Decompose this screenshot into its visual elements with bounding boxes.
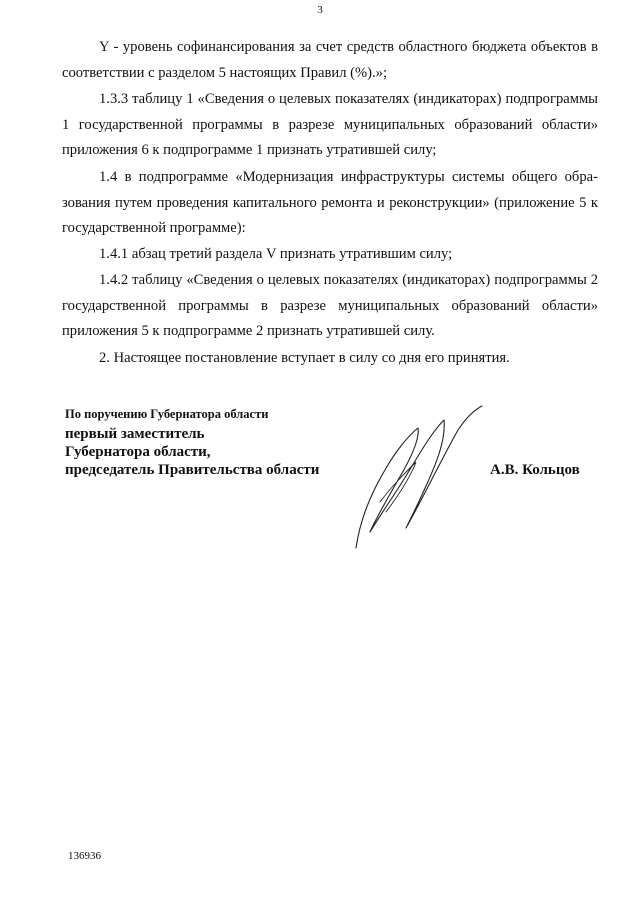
page-number: 3 (317, 4, 323, 16)
paragraph-1-3-3: 1.3.3 таблицу 1 «Сведения о целевых показателях (индикаторах) подпрограммы 1 государственной программы в разрезе муниципальных образований области» приложения 6 к подпрограмме 1 признать утратившей силу; (62, 91, 598, 158)
document-id: 136936 (68, 850, 101, 862)
paragraph-1-4-1: 1.4.1 абзац третий раздела V признать утратившим силу; (99, 246, 453, 262)
signer-title-line-3: председатель Правительства области (65, 462, 320, 478)
paragraph-2-effective-date: 2. Настоящее постановление вступает в силу со дня его принятия. (99, 350, 510, 366)
signer-title-line-1: первый заместитель (65, 426, 205, 442)
handwritten-signature (340, 400, 500, 560)
paragraph-1-4-2: 1.4.2 таблицу «Сведения о целевых показателях (индикаторах) подпрограммы 2 государственной программы в разрезе муниципальных образований области» приложения 5 к подпрограмме 2 признать утратившей силу. (62, 272, 598, 339)
signature-mandate: По поручению Губернатора области (65, 407, 269, 421)
paragraph-cofinancing-level: Y - уровень софинансирования за счет средств областного бюджета объектов в соответствии с разделом 5 настоящих Правил (%).»; (62, 39, 598, 81)
signer-name: А.В. Кольцов (490, 462, 580, 478)
paragraph-1-4: 1.4 в подпрограмме «Модернизация инфраструктуры системы общего образования путем проведения капитального ремонта и реконструкции» (приложение 5 к государственной программе): (62, 169, 598, 236)
signer-title-line-2: Губернатора области, (65, 444, 211, 460)
